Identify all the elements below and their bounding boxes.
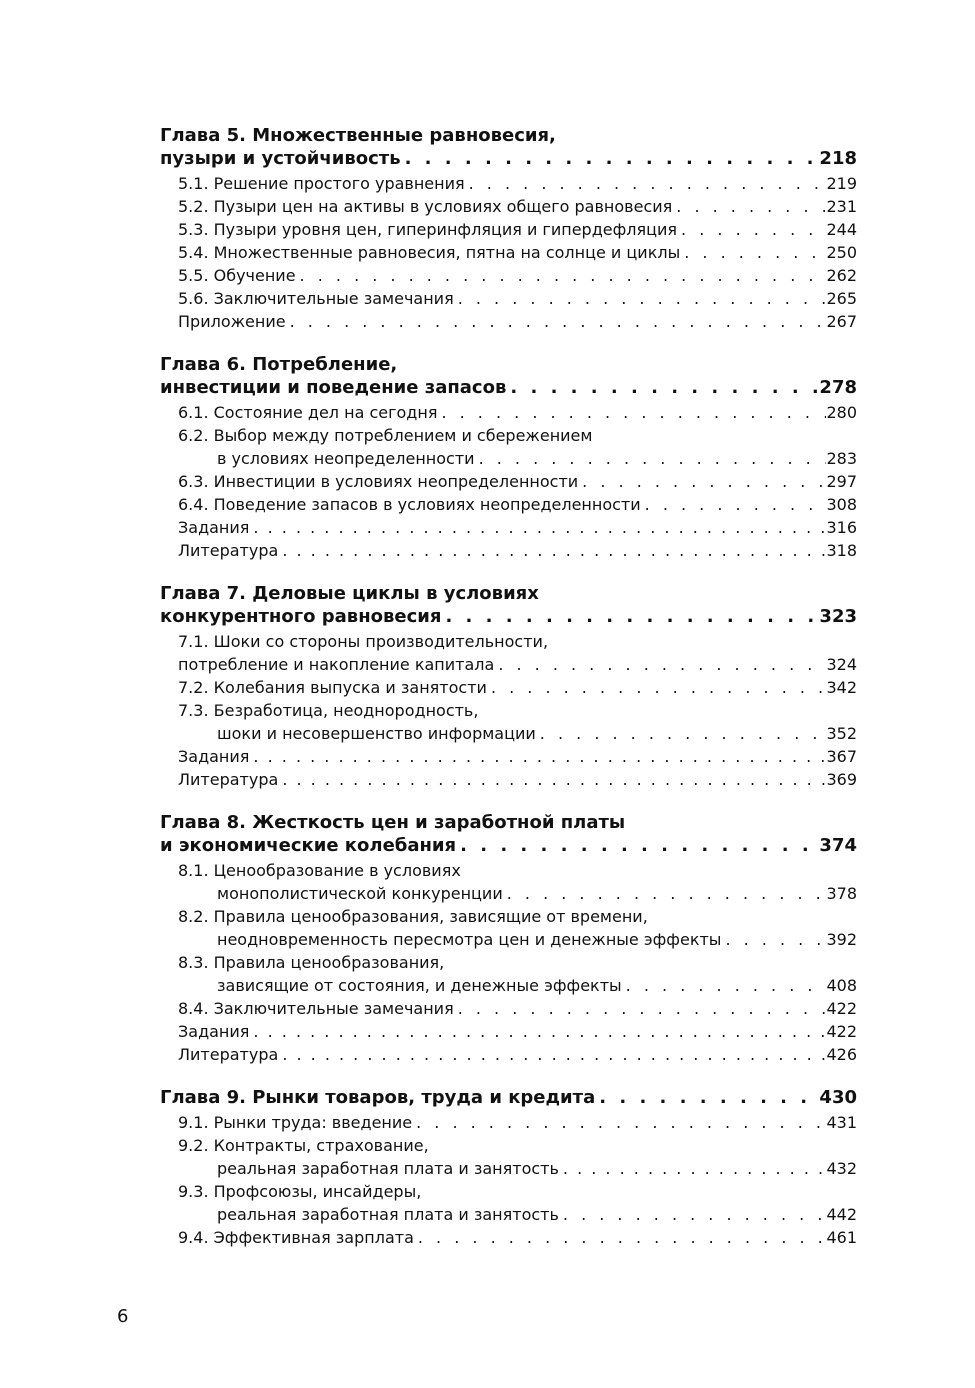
toc-entry-page: 280: [826, 403, 857, 422]
toc-entry-page: 378: [826, 884, 857, 903]
toc-entry-line[interactable]: 7.1. Шоки со стороны производительности,: [178, 632, 549, 651]
dot-leader: [278, 1043, 826, 1066]
toc-entry-page: 267: [826, 312, 857, 331]
toc-entry[interactable]: [160, 653, 857, 676]
chapter-title[interactable]: Глава 7. Деловые циклы в условиях: [160, 583, 539, 604]
toc-entry-title: 5.5. Обучение: [178, 266, 296, 285]
dot-leader: [506, 376, 819, 399]
toc-entry[interactable]: [160, 1203, 857, 1226]
toc-entry-page: 219: [826, 174, 857, 193]
toc-entry[interactable]: [160, 172, 857, 195]
toc-entry-page: 283: [826, 449, 857, 468]
toc-entry-page: 367: [826, 747, 857, 766]
toc-entry-line[interactable]: 8.3. Правила ценообразования,: [178, 953, 445, 972]
chapter-block: [160, 353, 857, 562]
dot-leader: [578, 470, 826, 493]
toc-entry-page: 316: [826, 518, 857, 537]
toc-entry[interactable]: [160, 447, 857, 470]
dot-leader: [441, 605, 819, 628]
toc-entry-page: 342: [826, 678, 857, 697]
dot-leader: [412, 1111, 826, 1134]
chapter-page-number: 323: [819, 606, 857, 627]
toc-entry[interactable]: [160, 997, 857, 1020]
chapter-page-number: 374: [819, 835, 857, 856]
dot-leader: [672, 195, 826, 218]
toc-entry[interactable]: [160, 882, 857, 905]
dot-leader: [475, 447, 827, 470]
dot-leader: [278, 539, 826, 562]
dot-leader: [559, 1203, 827, 1226]
toc-entry-title: шоки и несовершенство информации: [217, 724, 536, 743]
toc-entry-title: 5.4. Множественные равновесия, пятна на солнце и циклы: [178, 243, 681, 262]
table-of-contents: [160, 124, 857, 1269]
toc-entry-title: реальная заработная плата и занятость: [217, 1205, 559, 1224]
dot-leader: [249, 745, 826, 768]
chapter-title[interactable]: Глава 5. Множественные равновесия,: [160, 125, 556, 146]
dot-leader: [536, 722, 827, 745]
toc-entry-page: 231: [826, 197, 857, 216]
toc-entry-page: 442: [826, 1205, 857, 1224]
toc-entry-title: Литература: [178, 1045, 279, 1064]
dot-leader: [414, 1226, 827, 1249]
toc-entry-title: 5.2. Пузыри цен на активы в условиях общего равновесия: [178, 197, 673, 216]
toc-entry-title: Задания: [178, 1022, 250, 1041]
toc-entry[interactable]: [160, 1043, 857, 1066]
toc-entry[interactable]: [160, 1111, 857, 1134]
dot-leader: [249, 1020, 826, 1043]
chapter-title-line[interactable]: [160, 376, 857, 399]
toc-entry-title: 6.3. Инвестиции в условиях неопределенности: [178, 472, 579, 491]
toc-entry-line[interactable]: 8.1. Ценообразование в условиях: [178, 861, 461, 880]
toc-entry-title: Приложение: [178, 312, 286, 331]
dot-leader: [296, 264, 827, 287]
dot-leader: [454, 287, 827, 310]
toc-entry-page: 408: [826, 976, 857, 995]
chapter-title: инвестиции и поведение запасов: [160, 377, 507, 398]
toc-entry-title: 7.2. Колебания выпуска и занятости: [178, 678, 487, 697]
toc-entry-page: 422: [826, 1022, 857, 1041]
toc-entry-title: 9.1. Рынки труда: введение: [178, 1113, 413, 1132]
toc-entry[interactable]: [160, 287, 857, 310]
chapter-title[interactable]: Глава 8. Жесткость цен и заработной платы: [160, 812, 626, 833]
toc-entry[interactable]: [160, 401, 857, 424]
toc-entry-page: 262: [826, 266, 857, 285]
chapter-block: [160, 582, 857, 791]
toc-entry[interactable]: [160, 1020, 857, 1043]
chapter-title: конкурентного равновесия: [160, 606, 442, 627]
toc-entry[interactable]: [160, 539, 857, 562]
toc-entry[interactable]: [160, 928, 857, 951]
toc-entry[interactable]: [160, 493, 857, 516]
toc-entry[interactable]: [160, 310, 857, 333]
dot-leader: [437, 401, 826, 424]
chapter-page-number: 430: [819, 1087, 857, 1108]
toc-entry[interactable]: [160, 1226, 857, 1249]
toc-entry[interactable]: [160, 1157, 857, 1180]
toc-entry-title: 5.6. Заключительные замечания: [178, 289, 454, 308]
chapter-block: [160, 1086, 857, 1249]
chapter-title-line[interactable]: [160, 605, 857, 628]
page-number: 6: [117, 1306, 129, 1327]
dot-leader: [559, 1157, 827, 1180]
toc-entry-line[interactable]: 7.3. Безработица, неоднородность,: [178, 701, 479, 720]
toc-entry-title: 5.1. Решение простого уравнения: [178, 174, 465, 193]
toc-entry-page: 369: [826, 770, 857, 789]
dot-leader: [641, 493, 827, 516]
dot-leader: [622, 974, 827, 997]
toc-entry-page: 392: [826, 930, 857, 949]
toc-entry[interactable]: [160, 745, 857, 768]
toc-entry[interactable]: [160, 264, 857, 287]
toc-entry[interactable]: [160, 195, 857, 218]
dot-leader: [286, 310, 827, 333]
toc-entry[interactable]: [160, 516, 857, 539]
dot-leader: [401, 147, 820, 170]
toc-entry-title: Задания: [178, 518, 250, 537]
toc-entry-page: 308: [826, 495, 857, 514]
toc-entry[interactable]: [160, 218, 857, 241]
chapter-block: [160, 124, 857, 333]
toc-entry[interactable]: [160, 241, 857, 264]
toc-entry-page: 431: [826, 1113, 857, 1132]
toc-entry-title: 8.4. Заключительные замечания: [178, 999, 454, 1018]
dot-leader: [465, 172, 827, 195]
toc-entry-title: потребление и накопление капитала: [178, 655, 495, 674]
dot-leader: [503, 882, 827, 905]
toc-entry-page: 426: [826, 1045, 857, 1064]
toc-entry-title: неодновременность пересмотра цен и денежные эффекты: [217, 930, 722, 949]
toc-entry-title: Задания: [178, 747, 250, 766]
dot-leader: [456, 834, 819, 857]
dot-leader: [278, 768, 826, 791]
toc-entry-title: 6.1. Состояние дел на сегодня: [178, 403, 438, 422]
toc-entry-title: монополистической конкуренции: [217, 884, 503, 903]
chapter-title-line[interactable]: [160, 1086, 857, 1109]
dot-leader: [595, 1086, 819, 1109]
chapter-page-number: 278: [819, 377, 857, 398]
toc-entry-page: 324: [826, 655, 857, 674]
toc-entry[interactable]: [160, 768, 857, 791]
toc-entry-page: 265: [826, 289, 857, 308]
toc-entry-line[interactable]: 8.2. Правила ценообразования, зависящие от времени,: [178, 907, 648, 926]
chapter-title: и экономические колебания: [160, 835, 457, 856]
toc-entry-page: 461: [826, 1228, 857, 1247]
toc-entry-line[interactable]: 9.2. Контракты, страхование,: [178, 1136, 429, 1155]
toc-entry-title: Литература: [178, 541, 279, 560]
chapter-title-line[interactable]: [160, 834, 857, 857]
chapter-title: Глава 9. Рынки товаров, труда и кредита: [160, 1087, 596, 1108]
toc-entry-page: 297: [826, 472, 857, 491]
toc-entry[interactable]: [160, 676, 857, 699]
toc-entry-page: 318: [826, 541, 857, 560]
toc-entry-page: 244: [826, 220, 857, 239]
dot-leader: [680, 241, 826, 264]
chapter-title: пузыри и устойчивость: [160, 148, 401, 169]
toc-entry-page: 422: [826, 999, 857, 1018]
toc-entry-title: реальная заработная плата и занятость: [217, 1159, 559, 1178]
toc-entry-line[interactable]: 9.3. Профсоюзы, инсайдеры,: [178, 1182, 422, 1201]
toc-entry-title: 6.4. Поведение запасов в условиях неопределенности: [178, 495, 641, 514]
toc-entry[interactable]: [160, 974, 857, 997]
dot-leader: [677, 218, 826, 241]
toc-entry[interactable]: [160, 722, 857, 745]
toc-entry[interactable]: [160, 470, 857, 493]
toc-entry-page: 250: [826, 243, 857, 262]
toc-entry-line[interactable]: 6.2. Выбор между потреблением и сбережением: [178, 426, 593, 445]
dot-leader: [721, 928, 826, 951]
toc-entry-page: 352: [826, 724, 857, 743]
chapter-block: [160, 811, 857, 1066]
toc-entry-page: 432: [826, 1159, 857, 1178]
toc-entry-title: 5.3. Пузыри уровня цен, гиперинфляция и гипердефляция: [178, 220, 678, 239]
toc-entry-title: 9.4. Эффективная зарплата: [178, 1228, 414, 1247]
dot-leader: [249, 516, 826, 539]
chapter-title[interactable]: Глава 6. Потребление,: [160, 354, 398, 375]
toc-entry-title: в условиях неопределенности: [217, 449, 475, 468]
dot-leader: [454, 997, 827, 1020]
dot-leader: [487, 676, 827, 699]
toc-entry-title: зависящие от состояния, и денежные эффекты: [217, 976, 622, 995]
chapter-page-number: 218: [819, 148, 857, 169]
chapter-title-line[interactable]: [160, 147, 857, 170]
dot-leader: [494, 653, 826, 676]
toc-entry-title: Литература: [178, 770, 279, 789]
